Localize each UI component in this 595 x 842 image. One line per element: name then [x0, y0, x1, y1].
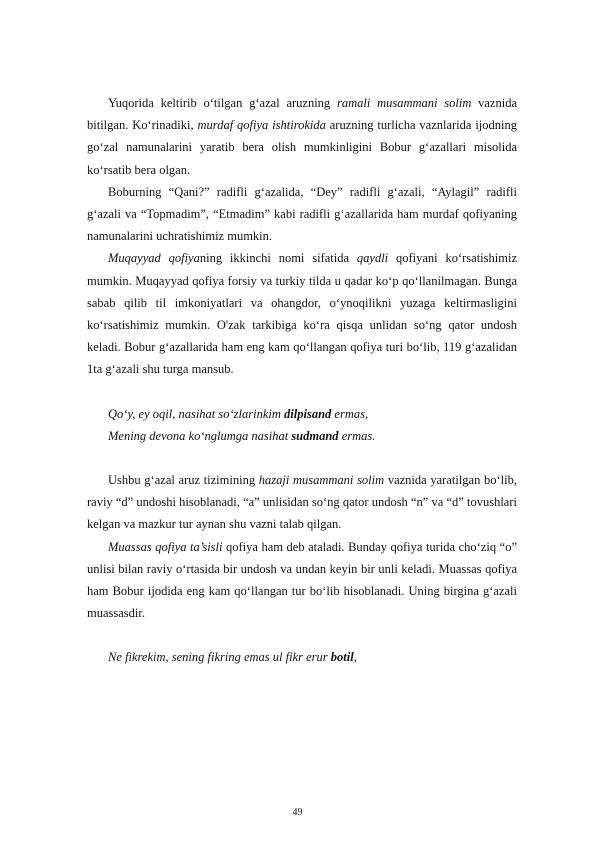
- verse-line: [108, 646, 517, 668]
- italic-term: Muqayyad qofiya: [108, 251, 200, 266]
- italic-term: hazaji musammani solim: [258, 473, 385, 488]
- text: Yuqorida keltirib o‘tilgan g‘azal aruzning: [108, 96, 337, 110]
- italic-term: ramali musammani solim: [336, 96, 472, 110]
- text: qofiya ham deb ataladi. Bunday qofiya turida cho‘ziq “o” unlisi bilan raviy o‘rtasida bir undosh va undan keyin bir unli keladi. Muassas qofiya ham Bobur ijodida eng kam qo‘llangan tur bo‘lib hisoblanadi. Uning birgina g‘azali muassasdir.: [87, 539, 517, 621]
- paragraph-3: [87, 247, 517, 380]
- italic-term: qaydli: [356, 251, 389, 266]
- page-body: [87, 92, 518, 669]
- text: Boburning “Qani?” radifli g‘azalida, “Dey” radifli g‘azali, “Aylagil” radifli g‘azali va “Topmadim”, “Etmadim” kabi radifli g‘azallarida ham murdaf qofiyaning namunalarini uchratishimiz mumkin.: [87, 184, 517, 244]
- verse-line: [108, 425, 517, 447]
- text: Qo‘y, ey oqil, nasihat so‘zlarinkim: [108, 406, 285, 421]
- bold-word: botil: [330, 650, 354, 665]
- paragraph-5: [87, 536, 517, 625]
- text: ermas,: [331, 406, 369, 421]
- spacer: [108, 381, 517, 403]
- bold-word: sudmand: [291, 428, 339, 443]
- paragraph-1: [87, 92, 517, 181]
- page-number: 49: [292, 807, 303, 818]
- text: ning ikkinchi nomi sifatida: [199, 251, 357, 266]
- text: Ushbu g‘azal aruz tizimining: [108, 473, 259, 488]
- text: ,: [353, 650, 357, 665]
- italic-term: Muassas qofiya ta’sisli: [108, 539, 223, 554]
- paragraph-4: [87, 469, 517, 536]
- text: Ne fikrekim, sening fikring emas ul fikr erur: [108, 650, 331, 665]
- text: vaznida bitilgan. Ko‘rinadiki,: [87, 96, 518, 133]
- text: ermas.: [338, 428, 376, 443]
- text: aruzning turlicha vaznlarida ijodning go‘zal namunalarini yaratib bera olish mumkinligini Bobur g‘azallari misolida ko‘rsatib bera olgan.: [87, 118, 517, 177]
- bold-word: dilpisand: [284, 406, 332, 421]
- text: Mening devona ko‘nglumga nasihat: [108, 428, 292, 443]
- paragraph-2: [87, 181, 517, 248]
- text: qofiyani ko‘rsatishimiz mumkin. Muqayyad qofiya forsiy va turkiy tilda u qadar ko‘p qo‘llanilmagan. Bunga sabab qilib til imkoniyatlari va ohangdor, o‘ynoqilikni yuzaga keltirmasligini ko‘rsatishimiz mumkin. O'zak tarkibiga ko‘ra qisqa unlidan so‘ng qator undosh keladi. Bobur g‘azallarida ham eng kam qo‘llangan qofiya turi bo‘lib, 119 g‘azalidan 1ta g‘azali shu turga mansub.: [87, 251, 517, 377]
- verse-line: [108, 403, 517, 425]
- text: vaznida yaratilgan bo‘lib, raviy “d” undoshi hisoblanadi, “a” unlisidan so‘ng qator undosh “n” va “d” tovushlari kelgan va mazkur tur aynan shu vazni talab qilgan.: [87, 473, 517, 532]
- italic-term: murdaf qofiya ishtirokida: [197, 118, 326, 133]
- spacer: [108, 447, 517, 469]
- spacer: [108, 624, 517, 646]
